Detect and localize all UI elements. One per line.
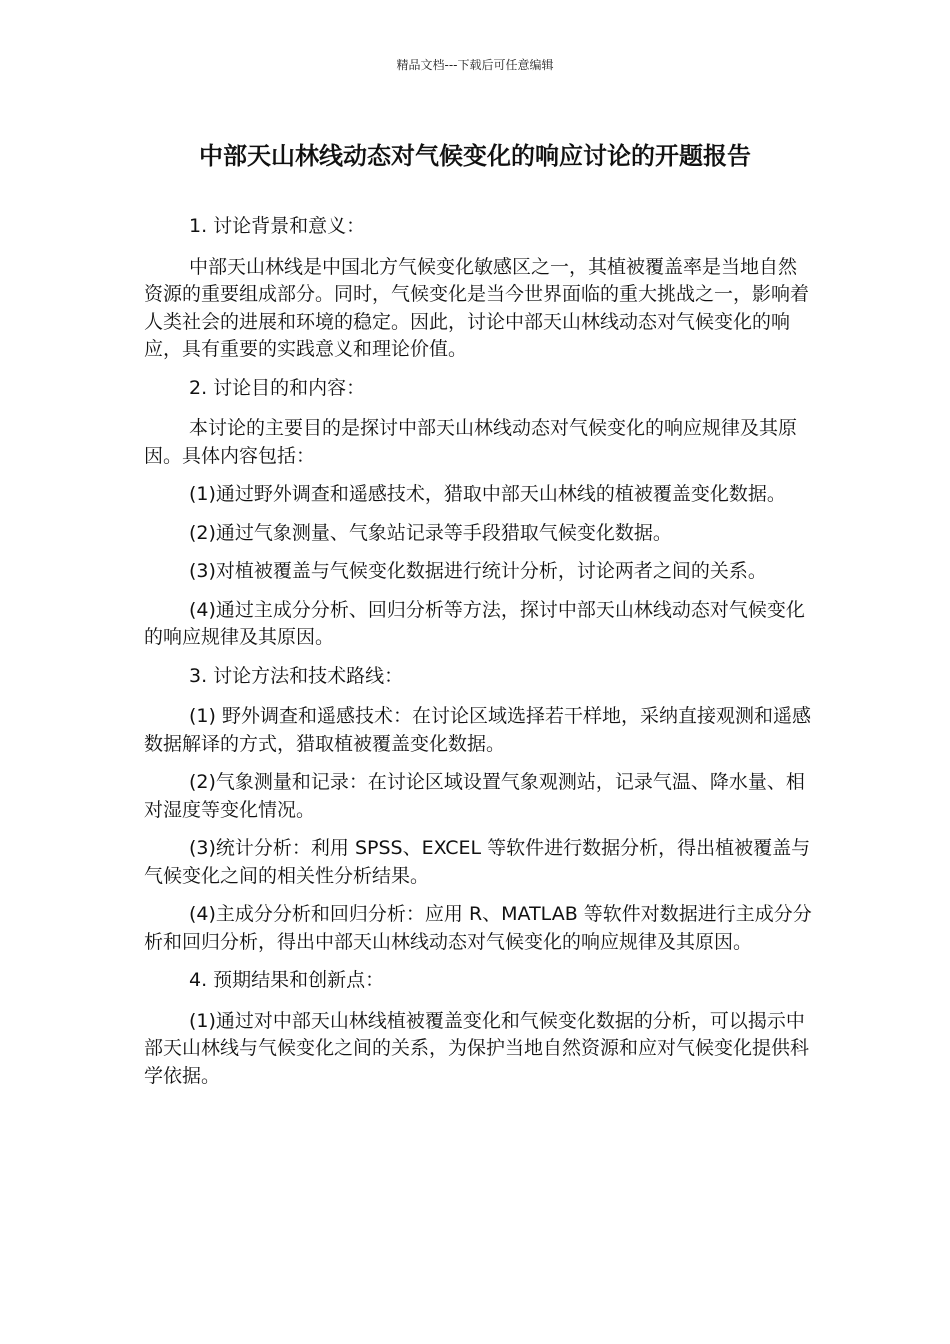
list-item-content-2: (2)通过气象测量、气象站记录等手段猎取气候变化数据。 <box>189 521 672 544</box>
list-item-content-4: (4)通过主成分分析、回归分析等方法，探讨中部天山林线动态对气候变化的响应规律及其原因。 <box>144 598 805 648</box>
list-item-method-4: (4)主成分分析和回归分析：应用 R、MATLAB 等软件对数据进行主成分分析和回归分析，得出中部天山林线动态对气候变化的响应规律及其原因。 <box>144 903 812 953</box>
list-item-result-1: (1)通过对中部天山林线植被覆盖变化和气候变化数据的分析，可以揭示中部天山林线与气候变化之间的关系，为保护当地自然资源和应对气候变化提供科学依据。 <box>144 1009 810 1087</box>
section-heading-methods: 3. 讨论方法和技术路线： <box>189 664 404 687</box>
section-heading-purpose: 2. 讨论目的和内容： <box>189 376 366 399</box>
list-item-method-3: (3)统计分析：利用 SPSS、EXCEL 等软件进行数据分析，得出植被覆盖与气候变化之间的相关性分析结果。 <box>144 837 811 887</box>
page-header-watermark: 精品文档---下载后可任意编辑 <box>396 58 554 72</box>
list-item-method-2: (2)气象测量和记录：在讨论区域设置气象观测站，记录气温、降水量、相对湿度等变化情况。 <box>144 771 805 821</box>
document-body <box>144 213 812 1101</box>
list-item-method-1: (1) 野外调查和遥感技术：在讨论区域选择若干样地，采纳直接观测和遥感数据解译的方式，猎取植被覆盖变化数据。 <box>144 705 811 755</box>
list-item-content-3: (3)对植被覆盖与气候变化数据进行统计分析，讨论两者之间的关系。 <box>189 560 767 582</box>
section-heading-results: 4. 预期结果和创新点： <box>189 969 385 991</box>
list-item-content-1: (1)通过野外调查和遥感技术，猎取中部天山林线的植被覆盖变化数据。 <box>189 483 786 505</box>
paragraph-purpose-intro: 本讨论的主要目的是探讨中部天山林线动态对气候变化的响应规律及其原因。具体内容包括： <box>144 417 798 467</box>
section-heading-background: 1. 讨论背景和意义： <box>189 215 366 237</box>
paragraph-background: 中部天山林线是中国北方气候变化敏感区之一，其植被覆盖率是当地自然资源的重要组成部分。同时，气候变化是当今世界面临的重大挑战之一，影响着人类社会的进展和环境的稳定。因此，讨论中部天山林线动态对气候变化的响应，具有重要的实践意义和理论价值。 <box>144 255 810 360</box>
document-title: 中部天山林线动态对气候变化的响应讨论的开题报告 <box>199 142 751 170</box>
